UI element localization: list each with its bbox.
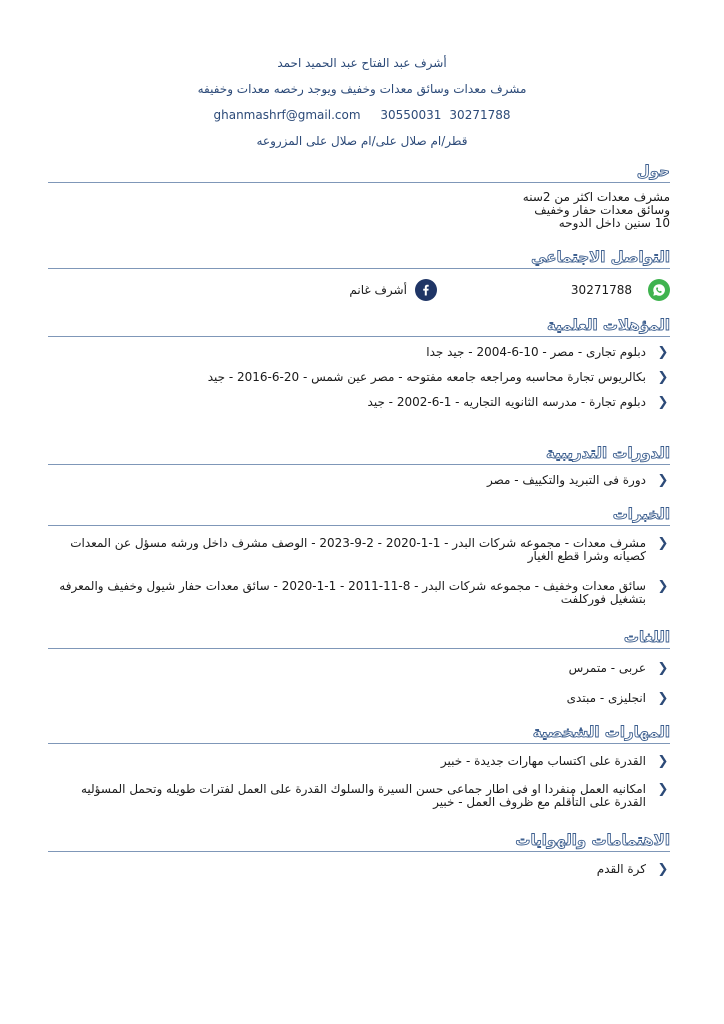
chevron-left-icon: ❮ bbox=[657, 536, 669, 551]
languages-list bbox=[48, 662, 670, 705]
section-experience bbox=[48, 505, 670, 618]
section-title-education: المؤهلات العلمية bbox=[48, 316, 670, 337]
section-title-about: حول bbox=[48, 162, 670, 183]
list-item: ❮ امكانيه العمل منفردا او فى اطار جماعى حسن السيرة والسلوك القدرة على العمل لفترات طويله وتحمل المسؤليه القدرة على التأقلم مع ظروف العمل - خبير bbox=[80, 782, 669, 809]
chevron-left-icon: ❮ bbox=[657, 661, 669, 676]
facebook-icon bbox=[415, 279, 437, 301]
section-title-skills: المهارات الشخصية bbox=[48, 723, 670, 744]
phone-2: 30271788 bbox=[449, 108, 511, 122]
whatsapp-number[interactable]: 30271788 bbox=[570, 283, 632, 297]
list-item: ❮ دورة فى التبريد والتكييف - مصر bbox=[486, 473, 669, 488]
list-item: ❮ انجليزى - مبتدى bbox=[566, 691, 669, 706]
chevron-left-icon: ❮ bbox=[657, 370, 669, 385]
contact-line bbox=[48, 102, 676, 128]
section-title-courses: الدورات التدريبية bbox=[48, 444, 670, 465]
section-title-hobbies: الاهتمامات والهوايات bbox=[48, 831, 670, 852]
list-item: ❮ القدرة على اكتساب مهارات جديدة - خبير bbox=[440, 754, 669, 769]
about-text bbox=[48, 191, 670, 230]
person-name: أشرف عبد الفتاح عبد الحميد احمد bbox=[277, 56, 447, 70]
about-line: وسائق معدات حفار وخفيف bbox=[534, 203, 670, 217]
chevron-left-icon: ❮ bbox=[657, 782, 669, 797]
location-text: قطر/ام صلال على/ام صلال على المزروعه bbox=[256, 134, 468, 148]
section-languages bbox=[48, 628, 670, 717]
section-skills bbox=[48, 723, 670, 821]
section-about bbox=[48, 162, 670, 230]
list-item: ❮ دبلوم تجارة - مدرسه الثانويه التجاريه - 1-6-2002 - جيد bbox=[367, 395, 669, 410]
education-list bbox=[48, 346, 670, 409]
resume-header bbox=[48, 50, 676, 154]
about-line: مشرف معدات اكثر من 2سنه bbox=[522, 190, 670, 204]
section-title-experience: الخبرات bbox=[48, 505, 670, 526]
section-title-social: التواصل الاجتماعي bbox=[48, 248, 670, 269]
list-item: ❮ بكالريوس تجارة محاسبه ومراجعه جامعه مفتوحه - مصر عين شمس - 20-6-2016 - جيد bbox=[207, 370, 669, 385]
section-social bbox=[48, 248, 670, 301]
list-item: ❮ سائق معدات وخفيف - مجموعه شركات البدر - 8-11-2011 - 1-1-2020 - سائق معدات حفار شيول وخفيف والمعرفه بتشغيل فوركلفت bbox=[59, 579, 669, 606]
chevron-left-icon: ❮ bbox=[657, 579, 669, 594]
phone-1: 30550031 bbox=[380, 108, 442, 122]
facebook-name[interactable]: أشرف غانم bbox=[349, 283, 407, 297]
hobbies-list bbox=[48, 863, 670, 876]
list-item: ❮ كرة القدم bbox=[596, 862, 669, 877]
list-item: ❮ عربى - متمرس bbox=[568, 661, 669, 676]
section-title-languages: اللغات bbox=[48, 628, 670, 649]
headline: مشرف معدات وسائق معدات وخفيف ويوجد رخصه معدات وخفيفه bbox=[197, 82, 527, 96]
section-education bbox=[48, 316, 670, 421]
chevron-left-icon: ❮ bbox=[657, 691, 669, 706]
social-row bbox=[48, 279, 670, 301]
about-line: 10 سنين داخل الدوحه bbox=[558, 216, 670, 230]
courses-list bbox=[48, 474, 670, 487]
chevron-left-icon: ❮ bbox=[657, 862, 669, 877]
chevron-left-icon: ❮ bbox=[657, 754, 669, 769]
whatsapp-icon bbox=[648, 279, 670, 301]
list-item: ❮ مشرف معدات - مجموعه شركات البدر - 1-1-2020 - 2-9-2023 - الوصف مشرف داخل ورشه مسؤل عن المعدات كصيانه وشرا قطع الغيار bbox=[70, 536, 669, 563]
skills-list bbox=[48, 755, 670, 809]
section-courses bbox=[48, 444, 670, 499]
chevron-left-icon: ❮ bbox=[657, 473, 669, 488]
experience-list bbox=[48, 537, 670, 606]
list-item: ❮ دبلوم تجارى - مصر - 10-6-2004 - جيد جدا bbox=[426, 345, 669, 360]
chevron-left-icon: ❮ bbox=[657, 345, 669, 360]
section-hobbies bbox=[48, 831, 670, 888]
chevron-left-icon: ❮ bbox=[657, 395, 669, 410]
email-text[interactable]: ghanmashrf@gmail.com bbox=[213, 108, 361, 122]
